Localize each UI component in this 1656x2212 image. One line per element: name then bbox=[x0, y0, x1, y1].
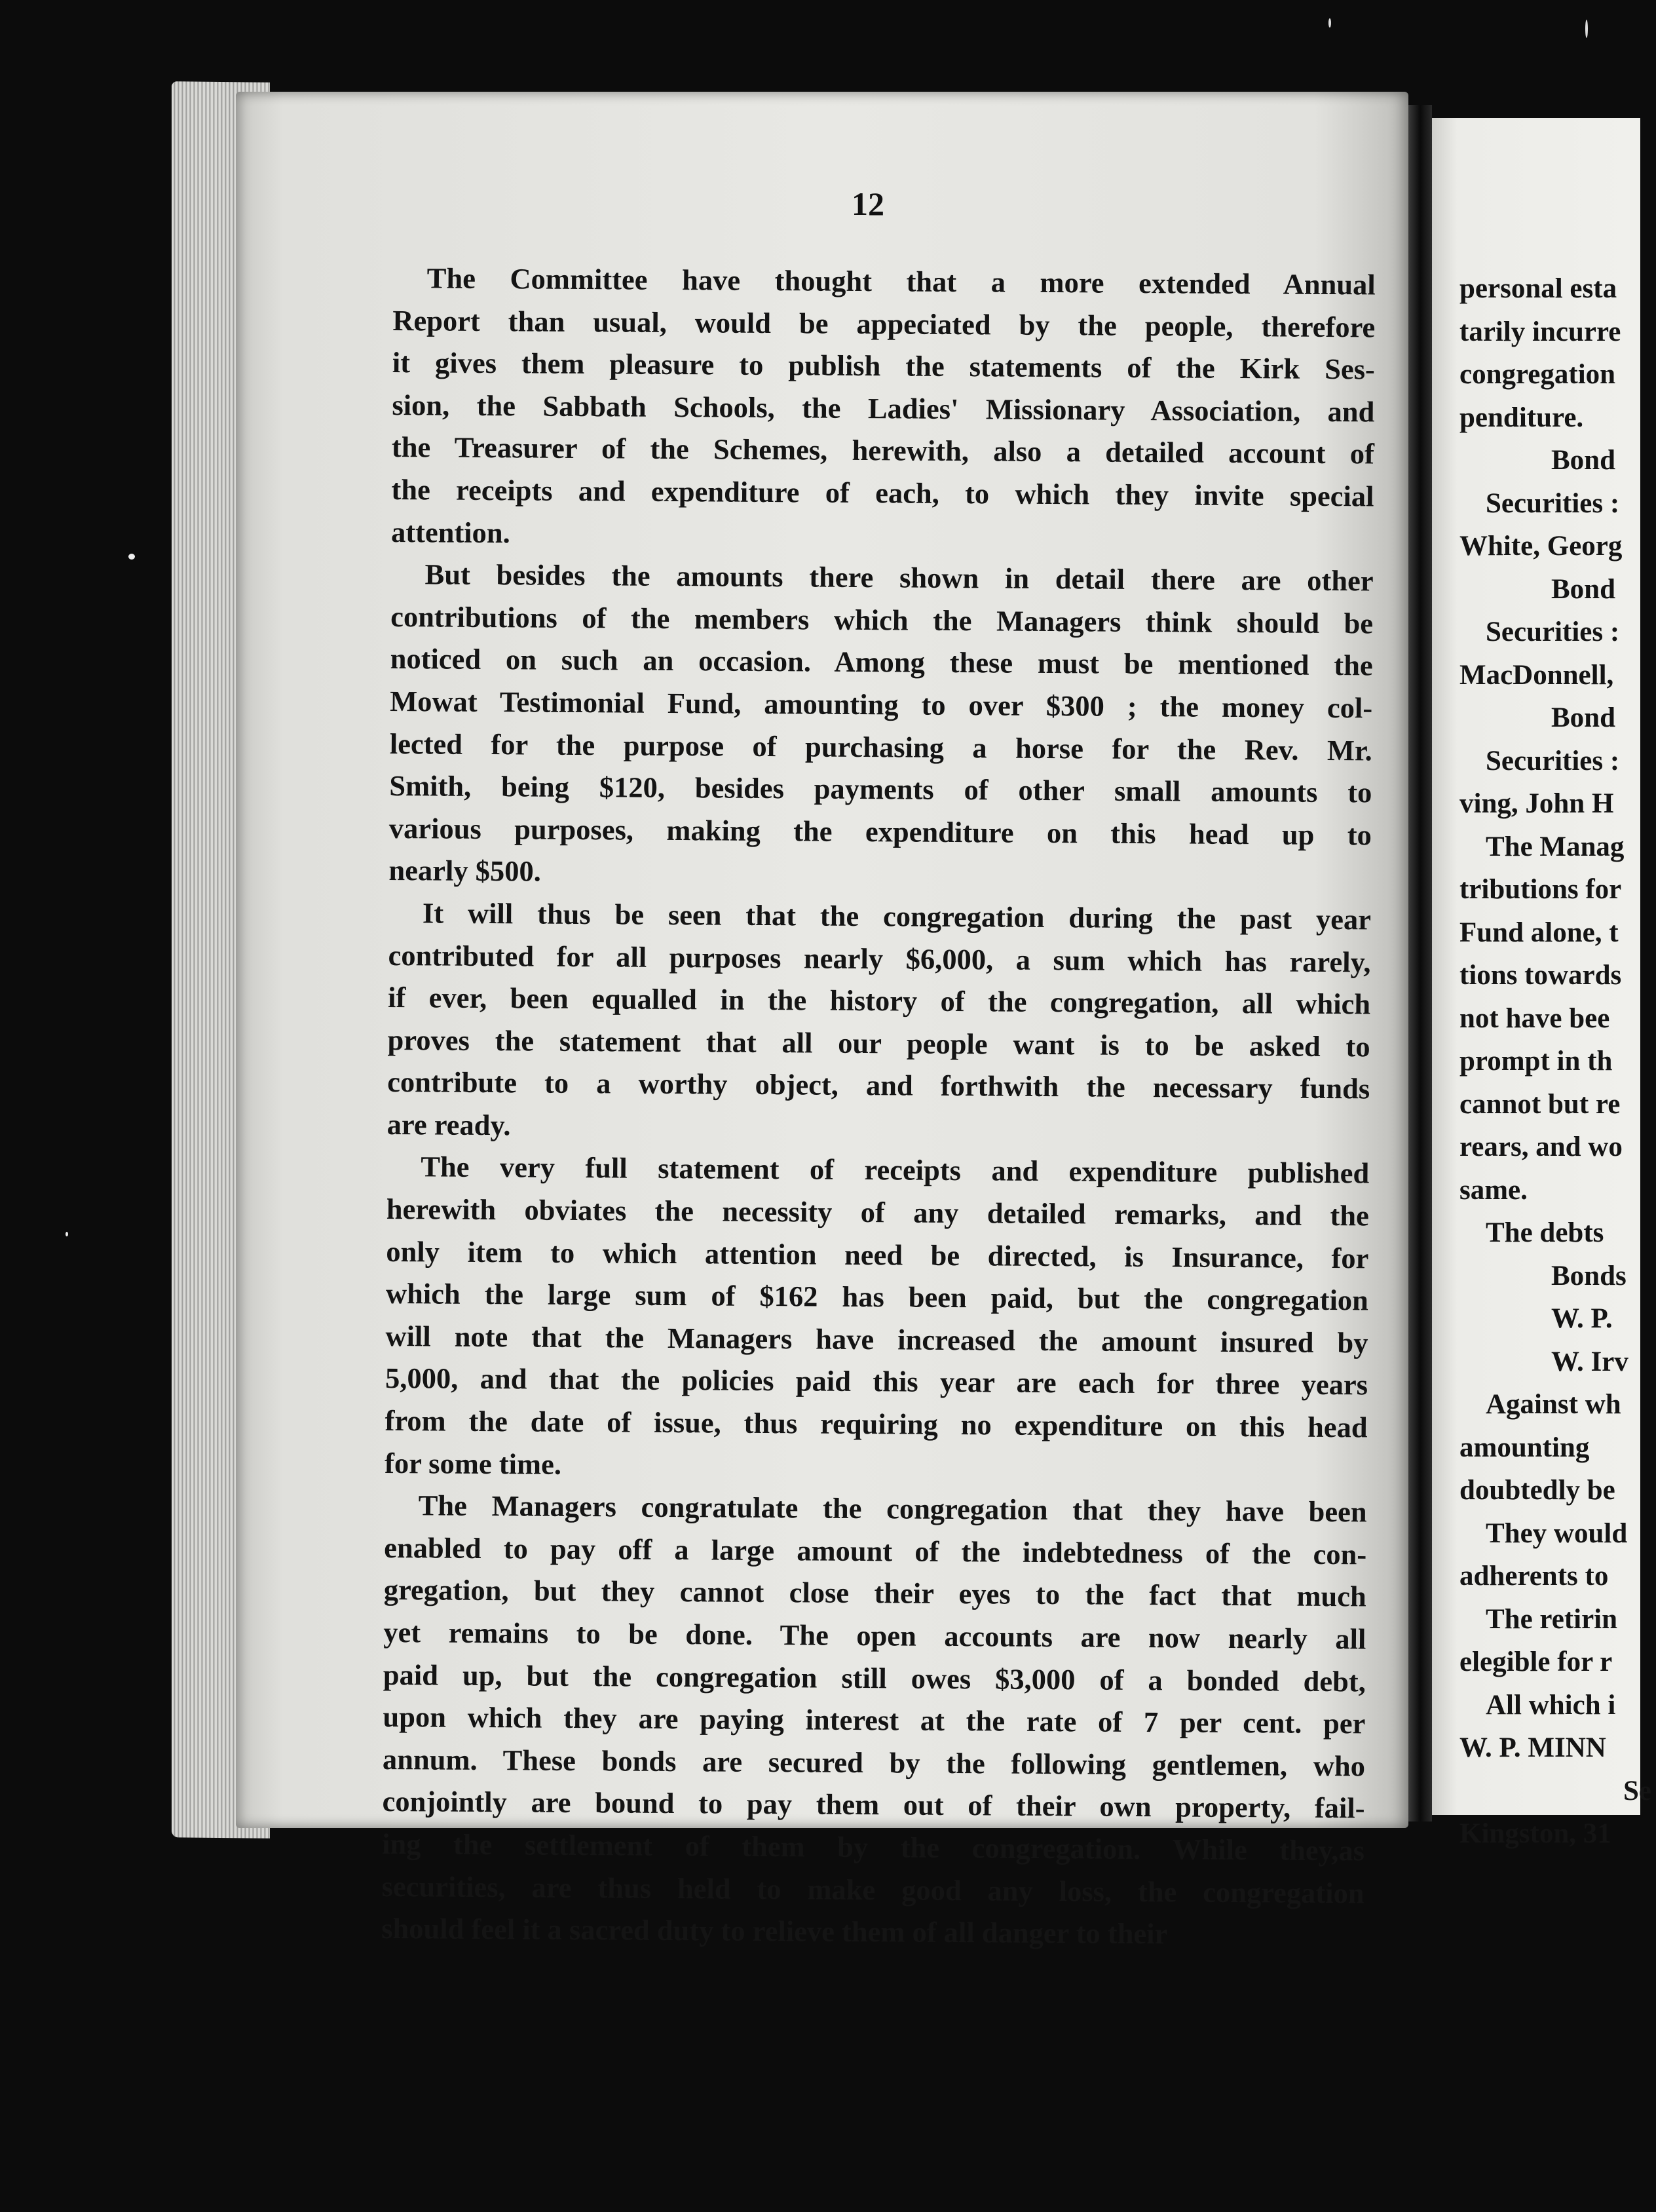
text-line: upon which they are paying interest at the rate of 7 per cent. per bbox=[383, 1700, 1366, 1740]
text-line: should feel it a sacred duty to relieve them of all danger to their bbox=[381, 1912, 1168, 1951]
text-fragment: adherents to bbox=[1459, 1561, 1609, 1592]
text-fragment: elegible for r bbox=[1459, 1647, 1613, 1677]
text-fragment: Securities : bbox=[1486, 617, 1620, 647]
text-line: various purposes, making the expenditure on this head up to bbox=[388, 811, 1372, 852]
text-line: noticed on such an occasion. Among these must be mentioned the bbox=[390, 642, 1373, 682]
page-number: 12 bbox=[852, 185, 884, 222]
text-line: annum. These bonds are secured by the following gentlemen, who bbox=[382, 1742, 1366, 1783]
text-fragment: doubtedly be bbox=[1459, 1475, 1615, 1506]
text-fragment: W. P. bbox=[1551, 1303, 1613, 1334]
text-fragment: W. Irv bbox=[1551, 1346, 1628, 1377]
text-fragment: The debts bbox=[1486, 1217, 1604, 1248]
text-fragment: ving, John H bbox=[1459, 788, 1614, 819]
text-fragment: congregation bbox=[1459, 359, 1616, 390]
text-fragment: cannot but re bbox=[1459, 1088, 1621, 1120]
text-fragment: Bond bbox=[1551, 573, 1616, 605]
text-line: contributions of the members which the Managers think should be bbox=[390, 600, 1374, 640]
text-line: sion, the Sabbath Schools, the Ladies' Missionary Association, and bbox=[392, 388, 1375, 429]
text-fragment: tarily incurre bbox=[1459, 316, 1621, 347]
text-line: Smith, being $120, besides payments of other small amounts to bbox=[389, 769, 1372, 809]
text-fragment: The retirin bbox=[1486, 1603, 1618, 1635]
text-line: will note that the Managers have increased the amount insured by bbox=[385, 1319, 1368, 1360]
text-fragment: same. bbox=[1459, 1174, 1528, 1206]
right-page-text-fragments bbox=[1459, 267, 1656, 1856]
text-line: gregation, but they cannot close their eyes to the fact that much bbox=[383, 1573, 1366, 1613]
paragraph bbox=[391, 257, 1376, 560]
book-gutter bbox=[1408, 105, 1432, 1821]
text-line: Report than usual, would be appeciated by the people, therefore bbox=[392, 303, 1376, 344]
text-line: lected for the purpose of purchasing a horse for the Rev. Mr. bbox=[389, 727, 1372, 767]
text-line: proves the statement that all our people want is to be asked to bbox=[387, 1023, 1370, 1063]
text-line: if ever, been equalled in the history of the congregation, all which bbox=[387, 981, 1371, 1021]
text-line: The Managers congratulate the congregation that they have been bbox=[418, 1489, 1367, 1529]
text-line: Mowat Testimonial Fund, amounting to over $300 ; the money col- bbox=[390, 684, 1373, 725]
text-fragment: Against wh bbox=[1486, 1389, 1621, 1420]
text-fragment: rears, and wo bbox=[1459, 1132, 1623, 1162]
text-line: herewith obviates the necessity of any detailed remarks, and the bbox=[386, 1192, 1369, 1232]
text-fragment: MacDonnell, bbox=[1459, 659, 1614, 691]
text-line: 5,000, and that the policies paid this year are each for three years bbox=[385, 1362, 1368, 1402]
text-fragment: Securities : bbox=[1486, 745, 1620, 776]
text-fragment: They would bbox=[1486, 1517, 1628, 1549]
text-line: from the date of issue, thus requiring no expenditure on this head bbox=[385, 1403, 1368, 1444]
text-line: paid up, but the congregation still owes $3,000 of a bonded debt, bbox=[383, 1658, 1366, 1698]
text-fragment: Bonds bbox=[1551, 1260, 1627, 1291]
text-fragment: The Manag bbox=[1486, 831, 1625, 862]
text-line: The Committee have thought that a more extended Annual bbox=[426, 261, 1376, 301]
text-line: for some time. bbox=[384, 1446, 562, 1481]
paragraph bbox=[388, 553, 1374, 898]
text-line: attention. bbox=[390, 515, 510, 549]
text-fragment: All which i bbox=[1486, 1689, 1616, 1721]
text-fragment: Kingston, 31 bbox=[1459, 1818, 1611, 1849]
text-fragment: tributions for bbox=[1459, 874, 1622, 905]
text-line: ing the settlement of them by the congregation. While they,as bbox=[381, 1827, 1365, 1867]
text-line: enabled to pay off a large amount of the indebtedness of the con- bbox=[384, 1531, 1367, 1571]
text-fragment: prompt in th bbox=[1459, 1046, 1613, 1077]
text-line: But besides the amounts there shown in detail there are other bbox=[424, 558, 1374, 598]
text-fragment: penditure. bbox=[1459, 402, 1584, 433]
text-fragment: Se bbox=[1623, 1775, 1651, 1806]
text-line: The very full statement of receipts and expenditure published bbox=[421, 1150, 1370, 1190]
text-line: conjointly are bound to pay them out of their own property, fail- bbox=[382, 1785, 1365, 1825]
text-fragment: tions towards bbox=[1459, 960, 1622, 991]
text-fragment: Fund alone, t bbox=[1459, 917, 1619, 948]
text-fragment: White, Georg bbox=[1459, 531, 1623, 562]
text-line: yet remains to be done. The open accounts are now nearly all bbox=[383, 1615, 1366, 1656]
text-line: are ready. bbox=[386, 1107, 511, 1142]
text-line: It will thus be seen that the congregation during the past year bbox=[422, 896, 1372, 936]
text-line: only item to which attention need be directed, is Insurance, for bbox=[386, 1234, 1369, 1275]
text-fragment: Bond bbox=[1551, 445, 1616, 476]
text-line: securities, are thus held to make good any loss, the congregation bbox=[381, 1869, 1364, 1909]
text-line: it gives them pleasure to publish the statements of the Kirk Ses- bbox=[392, 346, 1376, 386]
text-line: contributed for all purposes nearly $6,000, a sum which has rarely, bbox=[388, 938, 1371, 978]
text-fragment: not have bee bbox=[1459, 1002, 1610, 1034]
text-line: the Treasurer of the Schemes, herewith, also a detailed account of bbox=[391, 430, 1375, 470]
text-line: which the large sum of $162 has been paid, but the congregation bbox=[385, 1277, 1369, 1317]
paragraph bbox=[387, 892, 1372, 1153]
text-line: the receipts and expenditure of each, to which they invite special bbox=[391, 472, 1374, 513]
paragraph bbox=[381, 1484, 1367, 1956]
left-page-text bbox=[381, 257, 1376, 1956]
text-fragment: W. P. MINN bbox=[1459, 1732, 1606, 1763]
text-line: contribute to a worthy object, and forthwith the necessary funds bbox=[387, 1065, 1370, 1105]
text-fragment: personal esta bbox=[1459, 273, 1617, 304]
text-fragment: amounting bbox=[1459, 1432, 1590, 1463]
text-line: nearly $500. bbox=[388, 854, 542, 888]
paragraph bbox=[385, 1145, 1370, 1491]
text-fragment: Securities : bbox=[1486, 487, 1620, 519]
text-fragment: Bond bbox=[1551, 702, 1616, 733]
